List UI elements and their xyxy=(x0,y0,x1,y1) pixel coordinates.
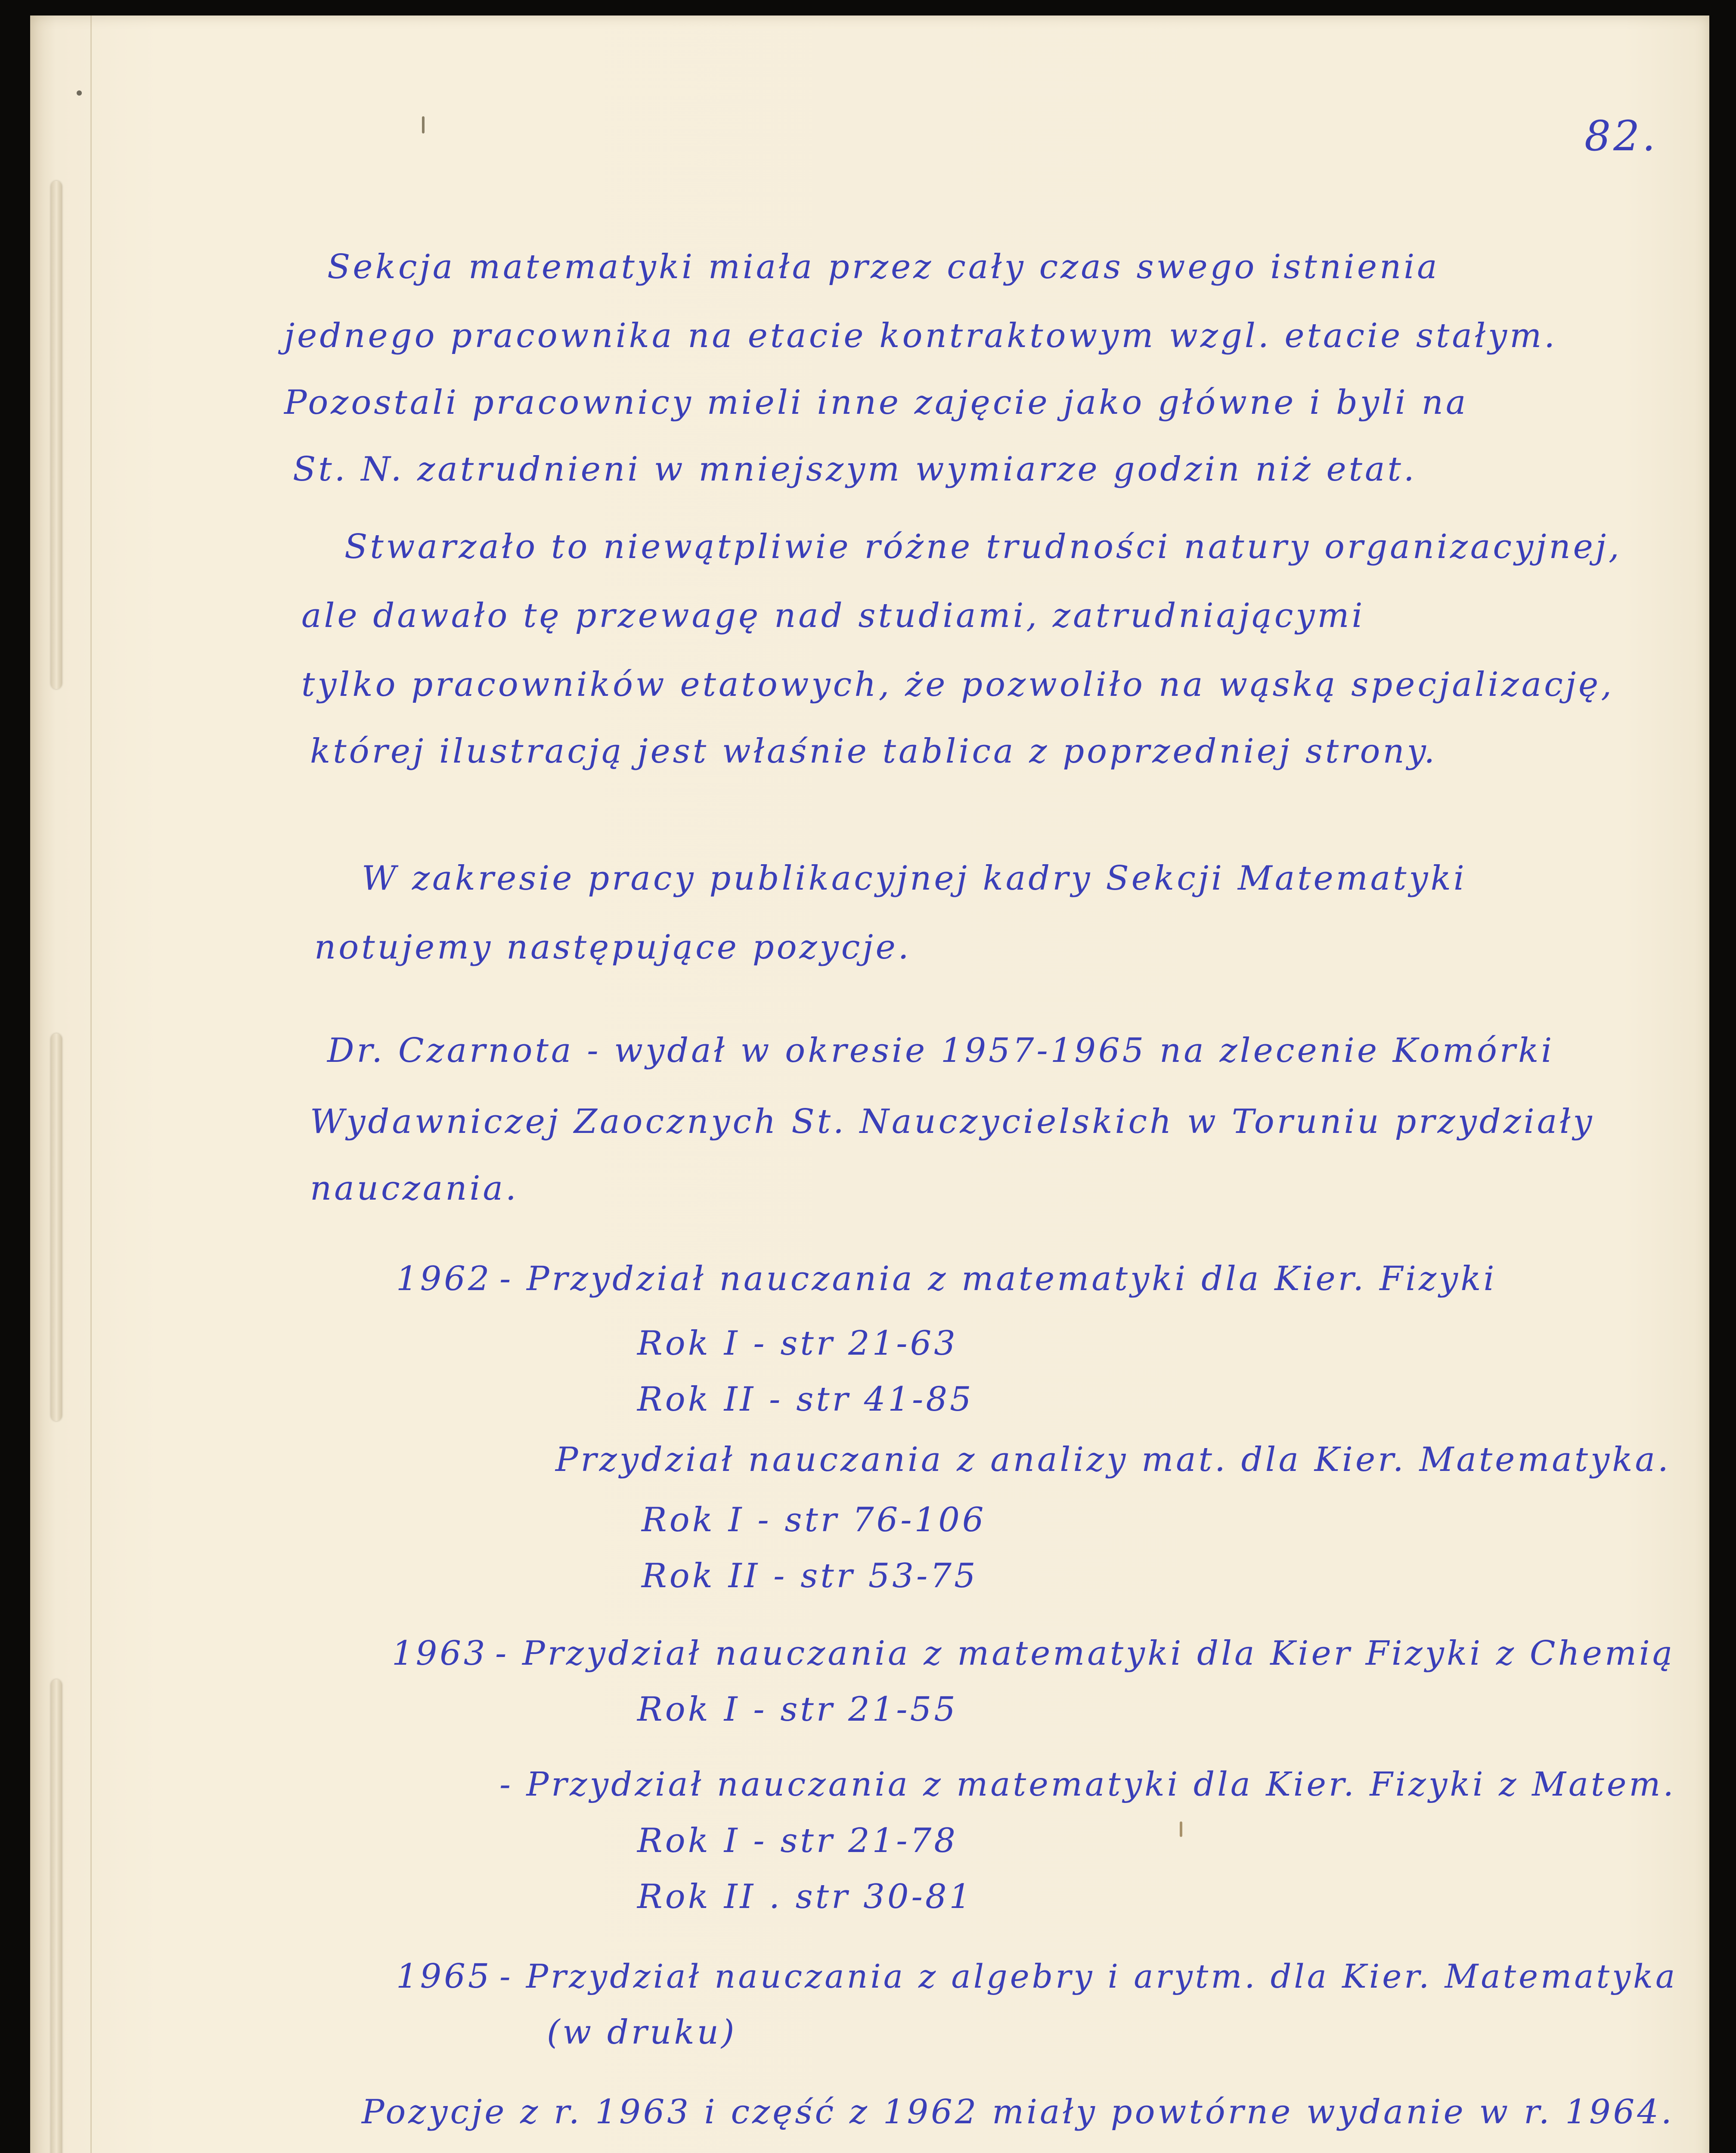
paper-mark xyxy=(422,116,425,133)
text-line: nauczania. xyxy=(310,1169,519,1208)
text-line: której ilustracją jest właśnie tablica z poprzedniej strony. xyxy=(310,732,1438,771)
text-line: St. N. zatrudnieni w mniejszym wymiarze godzin niż etat. xyxy=(293,450,1417,489)
paper-speck xyxy=(77,90,82,96)
entry-row: Rok II . str 30-81 xyxy=(637,1877,973,1916)
entry-year-1965: 1965 xyxy=(396,1957,492,1996)
text-line: Sekcja matematyki miała przez cały czas swego istnienia xyxy=(327,248,1440,286)
entry-title: - Przydział nauczania z matematyki dla Kier Fizyki z Chemią xyxy=(495,1634,1675,1673)
entry-title: - Przydział nauczania z algebry i arytm. dla Kier. Matematyka xyxy=(499,1957,1678,1995)
entry-note: (w druku) xyxy=(547,2013,737,2052)
entry-title: Przydział nauczania z analizy mat. dla Kier. Matematyka. xyxy=(555,1440,1671,1479)
text-line: Wydawniczej Zaocznych St. Nauczycielskich w Toruniu przydziały xyxy=(310,1102,1595,1141)
text-line: notujemy następujące pozycje. xyxy=(314,928,911,967)
binding-slot-lower xyxy=(51,1679,62,2153)
entry-year-1963: 1963 xyxy=(392,1634,488,1673)
entry-row: Rok II - str 41-85 xyxy=(637,1380,974,1419)
entry-row: Rok I - str 76-106 xyxy=(642,1501,986,1539)
entry-row: Rok I - str 21-78 xyxy=(637,1821,958,1860)
text-line: jednego pracownika na etacie kontraktowym wzgl. etacie stałym. xyxy=(284,316,1558,355)
entry-row: Rok I - str 21-55 xyxy=(637,1690,958,1729)
text-line: tylko pracowników etatowych, że pozwoliło na wąską specjalizację, xyxy=(301,665,1615,704)
text-line: ale dawało tę przewagę nad studiami, zatrudniającymi xyxy=(301,596,1365,635)
text-line: Dr. Czarnota - wydał w okresie 1957-1965 na zlecenie Komórki xyxy=(327,1031,1555,1070)
entry-row: Rok I - str 21-63 xyxy=(637,1324,958,1363)
binding-crease xyxy=(90,16,92,2153)
page-number: 82. xyxy=(1584,112,1658,160)
text-line: Stwarzało to niewątpliwie różne trudności natury organizacyjnej, xyxy=(344,527,1622,566)
text-line: Pozostali pracownicy mieli inne zajęcie jako główne i byli na xyxy=(284,383,1469,422)
binding-slot-upper xyxy=(51,181,62,689)
closing-note: Pozycje z r. 1963 i część z 1962 miały powtórne wydanie w r. 1964. xyxy=(362,2093,1674,2131)
entry-row: Rok II - str 53-75 xyxy=(642,1557,978,1595)
entry-title: - Przydział nauczania z matematyki dla Kier. Fizyki z Matem. xyxy=(499,1765,1676,1804)
entry-title: - Przydział nauczania z matematyki dla Kier. Fizyki xyxy=(499,1260,1497,1298)
binding-slot-middle xyxy=(51,1033,62,1421)
paper-mark xyxy=(1180,1821,1182,1837)
entry-year-1962: 1962 xyxy=(396,1260,492,1298)
text-line: W zakresie pracy publikacyjnej kadry Sekcji Matematyki xyxy=(362,859,1467,898)
